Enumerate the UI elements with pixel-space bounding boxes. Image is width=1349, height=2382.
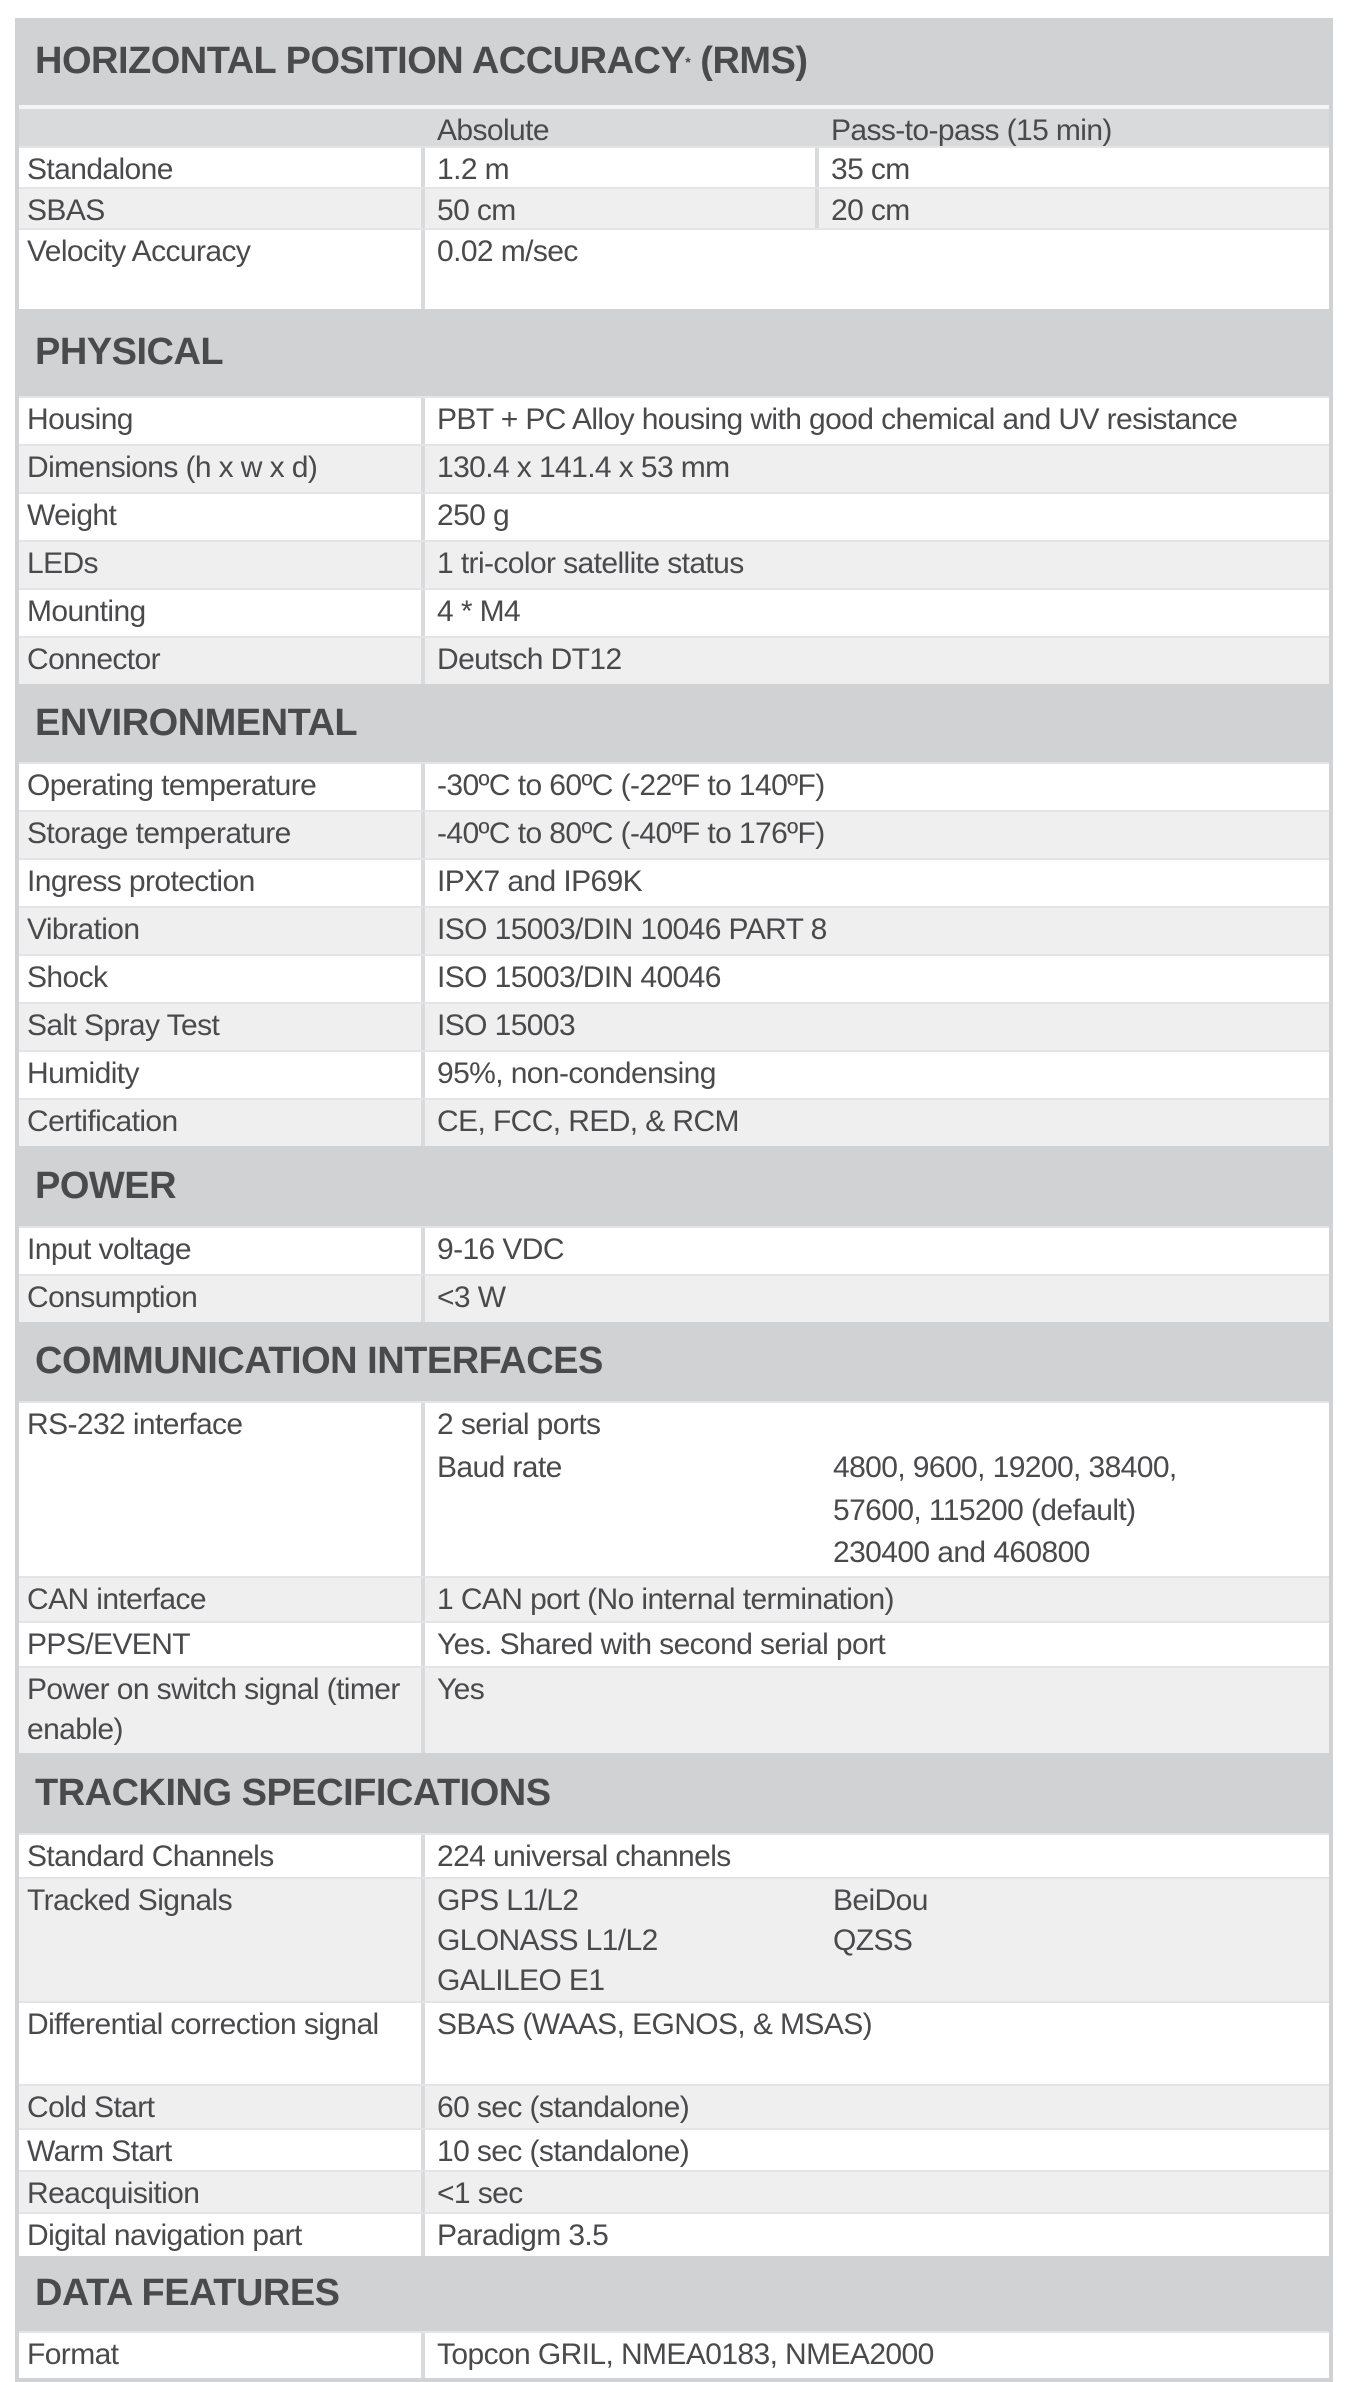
table-row — [19, 146, 1329, 187]
table-row — [19, 396, 1329, 444]
row-label: Velocity Accuracy — [19, 230, 425, 309]
table-row — [19, 1576, 1329, 1621]
table-row — [19, 2001, 1329, 2084]
table-row — [19, 492, 1329, 540]
grid-cell — [833, 1961, 1329, 2001]
spec-section — [19, 1322, 1329, 1753]
row-label: Reacquisition — [19, 2172, 425, 2212]
table-row — [19, 1098, 1329, 1146]
spec-section — [19, 2256, 1329, 2378]
table-row — [19, 1274, 1329, 1322]
row-label: LEDs — [19, 542, 425, 588]
row-label: Standalone — [19, 148, 425, 187]
grid-cell: 57600, 115200 (default) — [833, 1493, 1136, 1527]
table-row — [19, 858, 1329, 906]
row-value: 1 CAN port (No internal termination) — [437, 1583, 894, 1616]
grid-cell — [437, 1491, 833, 1534]
row-label: Housing — [19, 398, 425, 444]
row-value: PBT + PC Alloy housing with good chemical and UV resistance — [437, 403, 1238, 436]
row-value: Yes — [437, 1673, 485, 1706]
section-heading — [19, 1753, 1329, 1833]
section-heading — [19, 18, 1329, 105]
table-row — [19, 228, 1329, 309]
grid-cell: QZSS — [833, 1924, 913, 1957]
grid-cell: 2 serial ports — [437, 1408, 601, 1441]
row-value: -30ºC to 60ºC (-22ºF to 140ºF) — [437, 769, 825, 802]
row-value-grid — [425, 1403, 1329, 1576]
table-row — [19, 1226, 1329, 1274]
spec-section — [19, 18, 1329, 309]
row-values — [425, 148, 1329, 187]
table-row — [19, 1833, 1329, 1877]
row-label: Humidity — [19, 1052, 425, 1098]
row-label: Mounting — [19, 590, 425, 636]
row-value: Deutsch DT12 — [437, 643, 622, 676]
grid-cell: BeiDou — [833, 1884, 928, 1917]
table-row — [19, 762, 1329, 810]
row-value: SBAS (WAAS, EGNOS, & MSAS) — [437, 2008, 873, 2041]
table-row — [19, 2212, 1329, 2256]
row-value: Topcon GRIL, NMEA0183, NMEA2000 — [437, 2338, 934, 2371]
section-title: ENVIRONMENTAL — [35, 701, 358, 744]
row-value: -40ºC to 80ºC (-40ºF to 176ºF) — [437, 817, 825, 850]
section-title: DATA FEATURES — [35, 2272, 340, 2314]
row-label: Dimensions (h x w x d) — [19, 446, 425, 492]
section-title: COMMUNICATION INTERFACES — [35, 1340, 603, 1382]
table-row — [19, 954, 1329, 1002]
section-title: POWER — [35, 1164, 177, 1207]
row-label: Vibration — [19, 908, 425, 954]
table-row — [19, 1401, 1329, 1576]
spec-section — [19, 1753, 1329, 2256]
row-value: <3 W — [437, 1281, 506, 1314]
table-row — [19, 2128, 1329, 2170]
section-title: TRACKING SPECIFICATIONS — [35, 1771, 551, 1814]
grid-cell — [437, 1533, 833, 1576]
table-row — [19, 187, 1329, 228]
footnote-marker: * — [685, 53, 691, 70]
table-row — [19, 1666, 1329, 1753]
row-label: Digital navigation part — [19, 2214, 425, 2256]
row-label: PPS/EVENT — [19, 1623, 425, 1666]
row-value: CE, FCC, RED, & RCM — [437, 1105, 739, 1138]
row-label: RS-232 interface — [19, 1403, 425, 1576]
row-label: Operating temperature — [19, 764, 425, 810]
row-value: ISO 15003 — [437, 1009, 576, 1042]
table-row — [19, 2331, 1329, 2378]
row-label: Consumption — [19, 1276, 425, 1322]
row-label: Ingress protection — [19, 860, 425, 906]
grid-cell: Baud rate — [437, 1450, 562, 1484]
table-row — [19, 906, 1329, 954]
column-header-empty — [19, 109, 425, 146]
row-value: 9-16 VDC — [437, 1233, 564, 1266]
column-header-row — [19, 105, 1329, 146]
row-value: 130.4 x 141.4 x 53 mm — [437, 451, 730, 484]
row-label: Weight — [19, 494, 425, 540]
grid-cell: 4800, 9600, 19200, 38400, — [833, 1450, 1177, 1484]
row-value: 4 * M4 — [437, 595, 521, 628]
row-value: 60 sec (standalone) — [437, 2091, 690, 2124]
row-label: CAN interface — [19, 1578, 425, 1621]
row-value: Paradigm 3.5 — [437, 2219, 609, 2252]
grid-cell: 230400 and 460800 — [833, 1536, 1090, 1570]
value-absolute: 1.2 m — [425, 148, 819, 187]
spec-section — [19, 1146, 1329, 1322]
section-heading — [19, 1146, 1329, 1226]
grid-cell: GLONASS L1/L2 — [437, 1924, 658, 1957]
table-row — [19, 1050, 1329, 1098]
value-pass-to-pass: 35 cm — [831, 153, 910, 186]
row-value: <1 sec — [437, 2177, 523, 2210]
spec-section — [19, 684, 1329, 1146]
table-row — [19, 2170, 1329, 2212]
row-label: SBAS — [19, 189, 425, 228]
grid-cell — [833, 1405, 1329, 1448]
section-heading — [19, 2256, 1329, 2331]
section-title: HORIZONTAL POSITION ACCURACY — [35, 40, 686, 82]
value-pass-to-pass: 20 cm — [831, 194, 910, 227]
spec-section — [19, 309, 1329, 684]
table-row — [19, 636, 1329, 684]
row-value: Yes. Shared with second serial port — [437, 1628, 886, 1661]
row-values — [425, 189, 1329, 228]
row-label: Shock — [19, 956, 425, 1002]
table-row — [19, 2084, 1329, 2128]
table-row — [19, 1002, 1329, 1050]
row-value: 224 universal channels — [437, 1840, 731, 1873]
row-label: Warm Start — [19, 2130, 425, 2170]
column-header-pass-to-pass: Pass-to-pass (15 min) — [831, 114, 1112, 147]
row-value: ISO 15003/DIN 40046 — [437, 961, 721, 994]
column-headers — [425, 109, 1329, 146]
row-value: 10 sec (standalone) — [437, 2135, 690, 2168]
row-value: 0.02 m/sec — [437, 235, 578, 268]
row-label: Certification — [19, 1100, 425, 1146]
row-value: 250 g — [437, 499, 510, 532]
row-label: Connector — [19, 638, 425, 684]
row-label: Standard Channels — [19, 1835, 425, 1877]
row-label: Differential correction signal — [19, 2003, 425, 2084]
section-heading — [19, 1322, 1329, 1401]
table-row — [19, 1877, 1329, 2001]
row-label: Tracked Signals — [19, 1879, 425, 2001]
table-row — [19, 444, 1329, 492]
value-absolute: 50 cm — [425, 189, 819, 228]
section-heading — [19, 309, 1329, 396]
section-title: PHYSICAL — [35, 331, 224, 373]
row-label: Salt Spray Test — [19, 1004, 425, 1050]
grid-cell: GALILEO E1 — [437, 1964, 605, 1997]
row-label: Input voltage — [19, 1228, 425, 1274]
table-row — [19, 540, 1329, 588]
row-label: Storage temperature — [19, 812, 425, 858]
row-label: Cold Start — [19, 2086, 425, 2128]
table-row — [19, 588, 1329, 636]
section-title-suffix: (RMS) — [690, 40, 808, 82]
row-value: IPX7 and IP69K — [437, 865, 643, 898]
row-label: Power on switch signal (timer enable) — [19, 1668, 425, 1753]
grid-cell: GPS L1/L2 — [437, 1884, 579, 1917]
spec-sheet-table — [15, 18, 1333, 2382]
column-header-absolute: Absolute — [425, 109, 819, 146]
table-row — [19, 810, 1329, 858]
row-label: Format — [19, 2333, 425, 2378]
row-value: 95%, non-condensing — [437, 1057, 716, 1090]
row-value: ISO 15003/DIN 10046 PART 8 — [437, 913, 827, 946]
section-heading — [19, 684, 1329, 762]
table-row — [19, 1621, 1329, 1666]
row-value-grid — [425, 1879, 1329, 2001]
row-value: 1 tri-color satellite status — [437, 547, 744, 580]
